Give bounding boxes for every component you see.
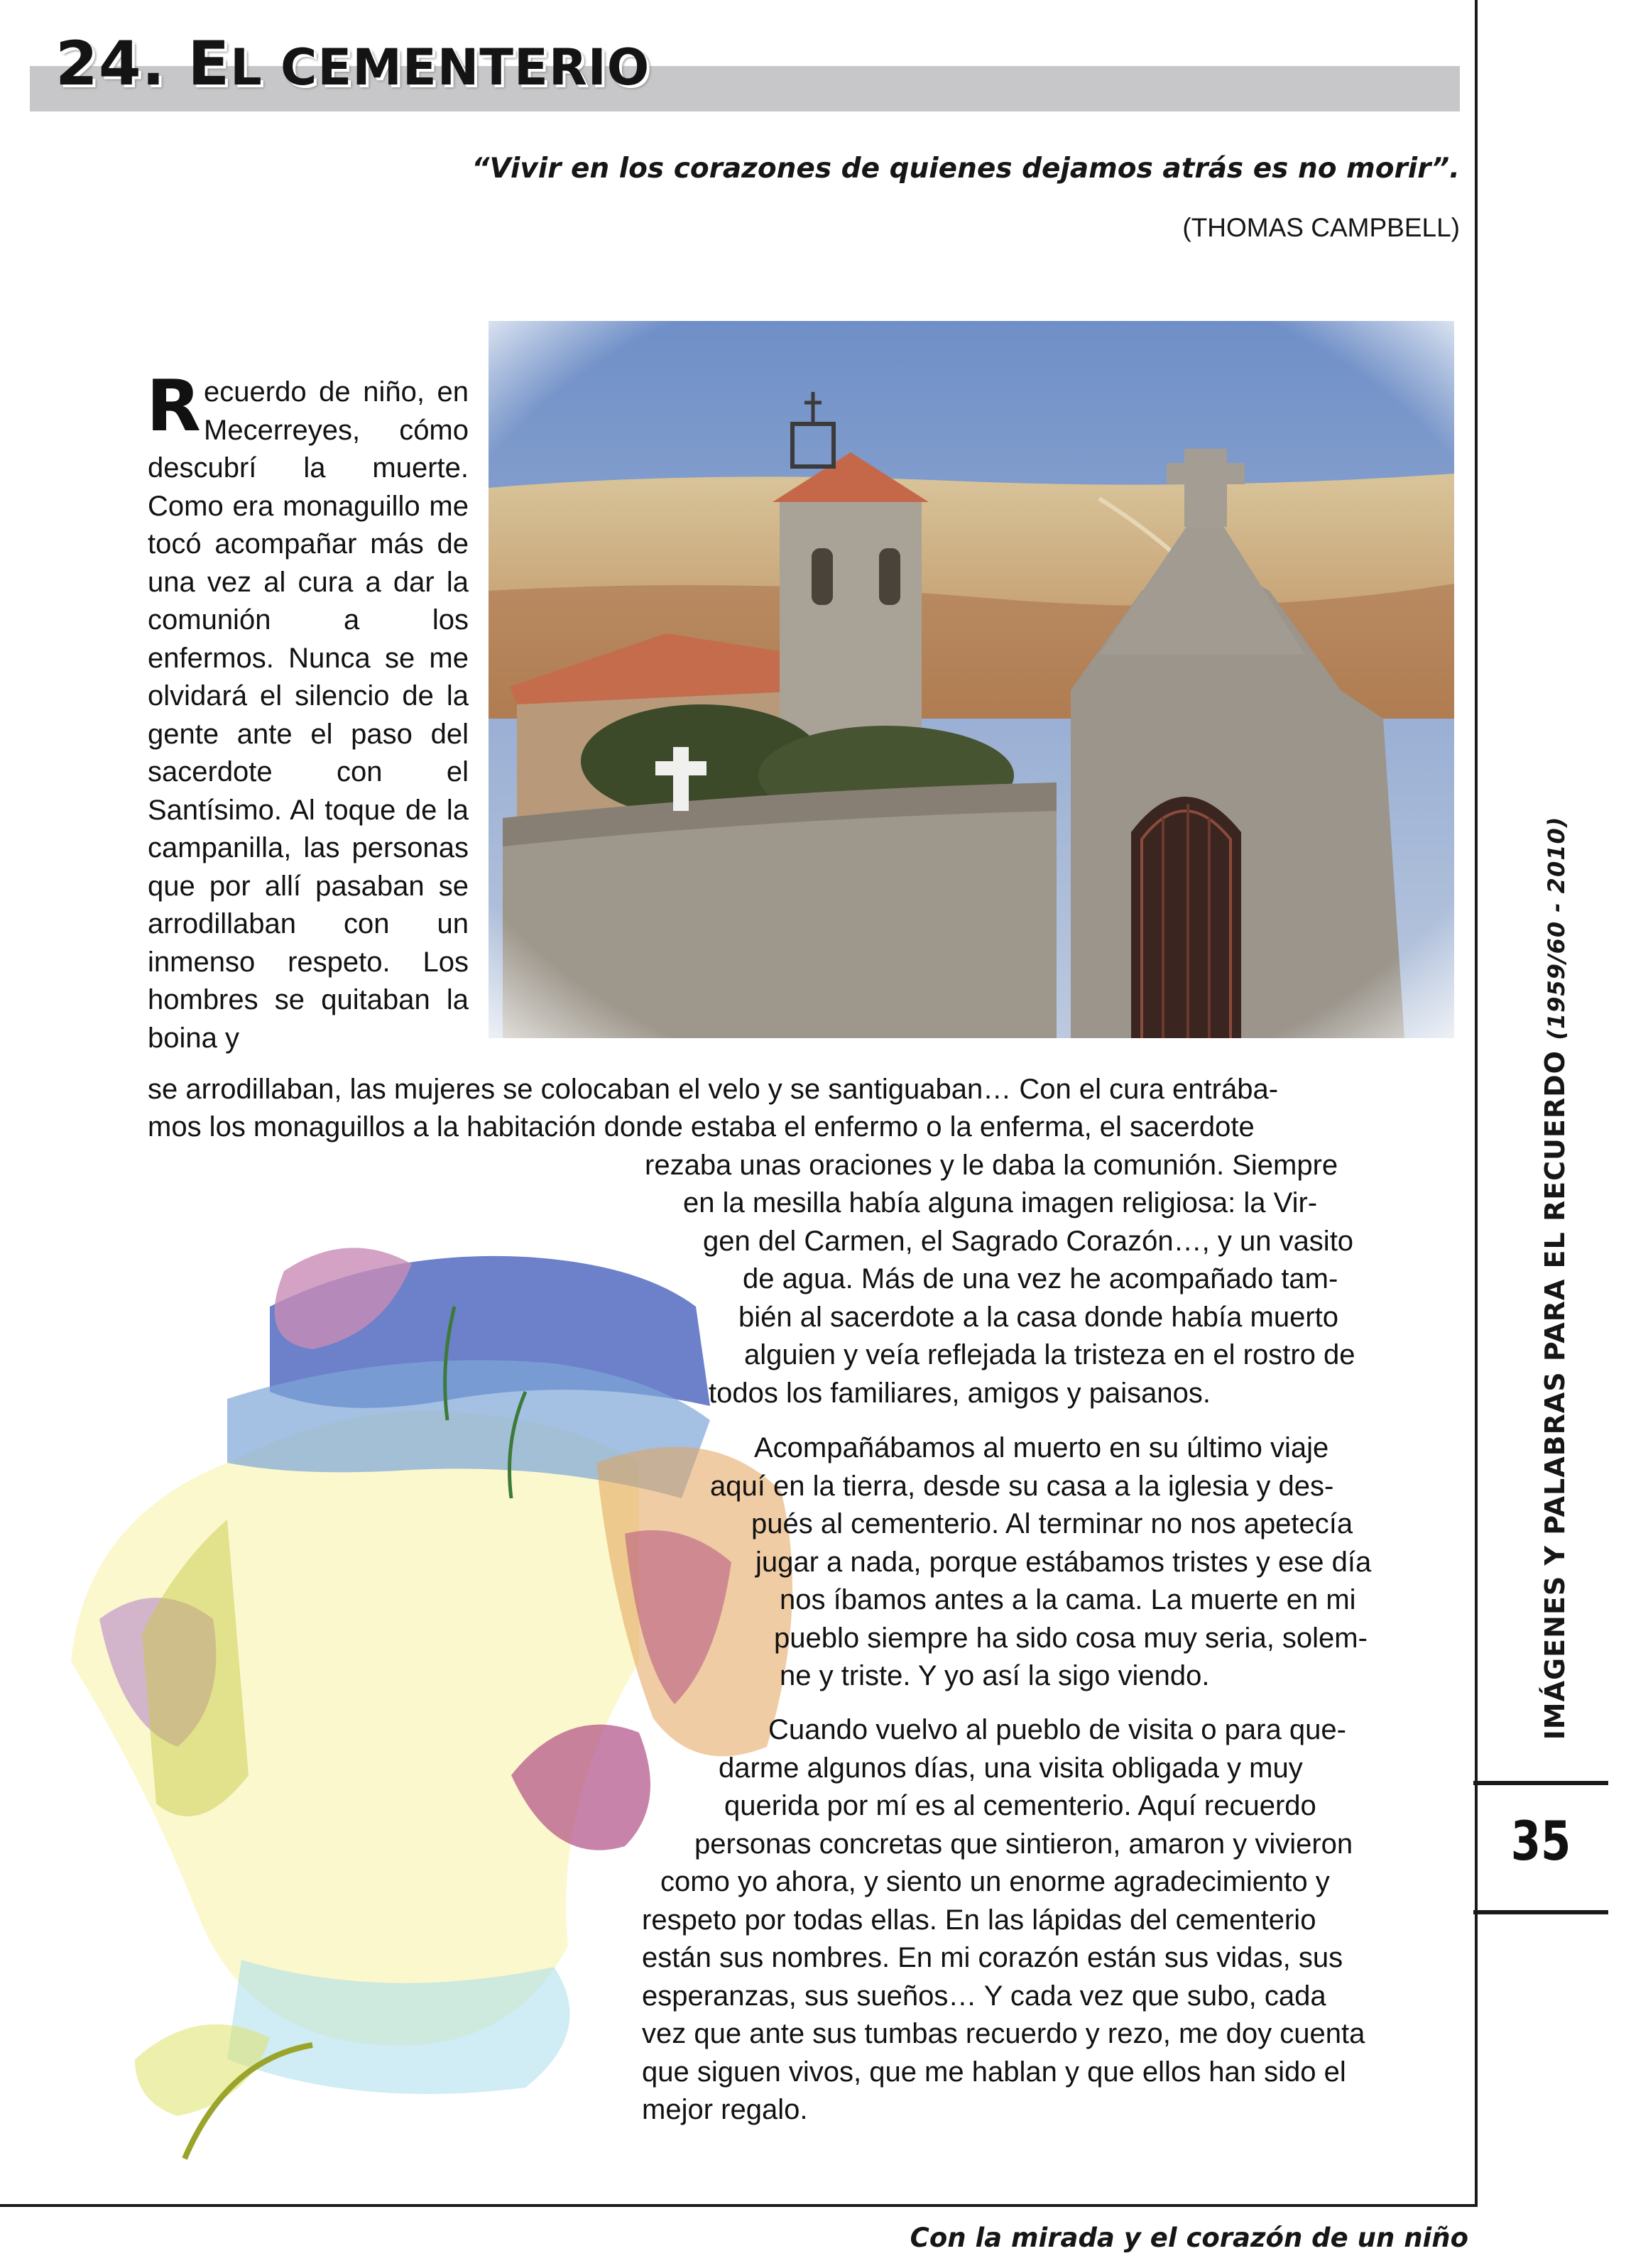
book-years: (1959/60 - 2010) (1543, 816, 1570, 1040)
article-line: personas concretas que sintieron, amaron y vivieron (694, 1828, 1353, 1860)
article-line: esperanzas, sus sueños… Y cada vez que subo, cada (642, 1980, 1326, 2012)
epigraph-author: (THOMAS CAMPBELL) (1182, 213, 1460, 242)
article-line: querida por mí es al cementerio. Aquí recuerdo (724, 1790, 1316, 1821)
article-line: gen del Carmen, el Sagrado Corazón…, y un vasito (703, 1226, 1354, 1257)
article-line: como yo ahora, y siento un enorme agradecimiento y (660, 1866, 1330, 1897)
article-line: mejor regalo. (642, 2094, 808, 2125)
article-line: alguien y veía reflejada la tristeza en el rostro de (744, 1339, 1355, 1370)
chapter-title (55, 28, 650, 99)
page-number-rule-bottom (1473, 1910, 1608, 1914)
page-number-rule-top (1473, 1781, 1608, 1785)
chapter-number: 24. (55, 28, 166, 99)
article-line: respeto por todas ellas. En las lápidas del cementerio (642, 1904, 1316, 1936)
article-line: mos los monaguillos a la habitación donde estaba el enfermo o la enferma, el sacerdote (148, 1111, 1255, 1143)
book-title-vertical (1539, 817, 1571, 1740)
article-line: se arrodillaban, las mujeres se colocaban el velo y se santiguaban… Con el cura entrába- (148, 1074, 1279, 1105)
article-line: de agua. Más de una vez he acompañado tam- (743, 1263, 1338, 1294)
page-number: 35 (1510, 1809, 1571, 1872)
article-line: bién al sacerdote a la casa donde había muerto (738, 1302, 1339, 1333)
article-line: Cuando vuelvo al pueblo de visita o para que- (768, 1714, 1346, 1745)
article-line: aquí en la tierra, desde su casa a la iglesia y des- (710, 1471, 1334, 1502)
article-line: en la mesilla había alguna imagen religiosa: la Vir- (683, 1187, 1318, 1218)
article-line: todos los familiares, amigos y paisanos. (709, 1378, 1211, 1409)
article-intro-text: ecuerdo de niño, en Mecerreyes, cómo descubrí la muerte. Como era monaguillo me tocó acompañar más de una vez al cura a dar la comunión a los enfermos. Nunca se me olvidará el silencio de la gente ante el paso del sacerdote con el Santísimo. Al toque de la campanilla, las personas que por allí pasaban se arrodillaban con un inmenso respeto. Los hombres se quitaban la boina y (148, 376, 469, 1054)
page-frame-right (1475, 0, 1478, 2207)
page-frame-bottom (0, 2204, 1478, 2207)
cemetery-church-photo (489, 321, 1454, 1038)
article-line: Acompañábamos al muerto en su último viaje (754, 1432, 1329, 1463)
article-line: nos íbamos antes a la cama. La muerte en mi (780, 1584, 1356, 1615)
drop-cap: R (146, 364, 202, 447)
chapter-title-rest: L CEMENTERIO (230, 38, 650, 97)
article-line: darme algunos días, una visita obligada y muy (719, 1752, 1303, 1784)
article-line: que siguen vivos, que me hablan y que ellos han sido el (642, 2056, 1346, 2088)
book-title: IMÁGENES Y PALABRAS PARA EL RECUERDO (1539, 1050, 1571, 1740)
article-line: ne y triste. Y yo así la sigo viendo. (780, 1660, 1210, 1691)
article-line: pueblo siempre ha sido cosa muy seria, solem- (774, 1623, 1368, 1654)
article-line: rezaba unas oraciones y le daba la comunión. Siempre (645, 1150, 1338, 1181)
article-line: jugar a nada, porque estábamos tristes y ese día (755, 1547, 1372, 1578)
epigraph-quote: “Vivir en los corazones de quienes dejamos atrás es no morir”. (471, 153, 1460, 185)
article-line: pués al cementerio. Al terminar no nos apetecía (751, 1508, 1353, 1539)
article-line: vez que ante sus tumbas recuerdo y rezo, me doy cuenta (642, 2018, 1365, 2049)
article-intro-column (146, 364, 469, 1057)
article-line: están sus nombres. En mi corazón están sus vidas, sus (642, 1942, 1343, 1973)
chapter-title-initial: E (187, 28, 231, 99)
footer-tagline: Con la mirada y el corazón de un niño (910, 2223, 1468, 2253)
